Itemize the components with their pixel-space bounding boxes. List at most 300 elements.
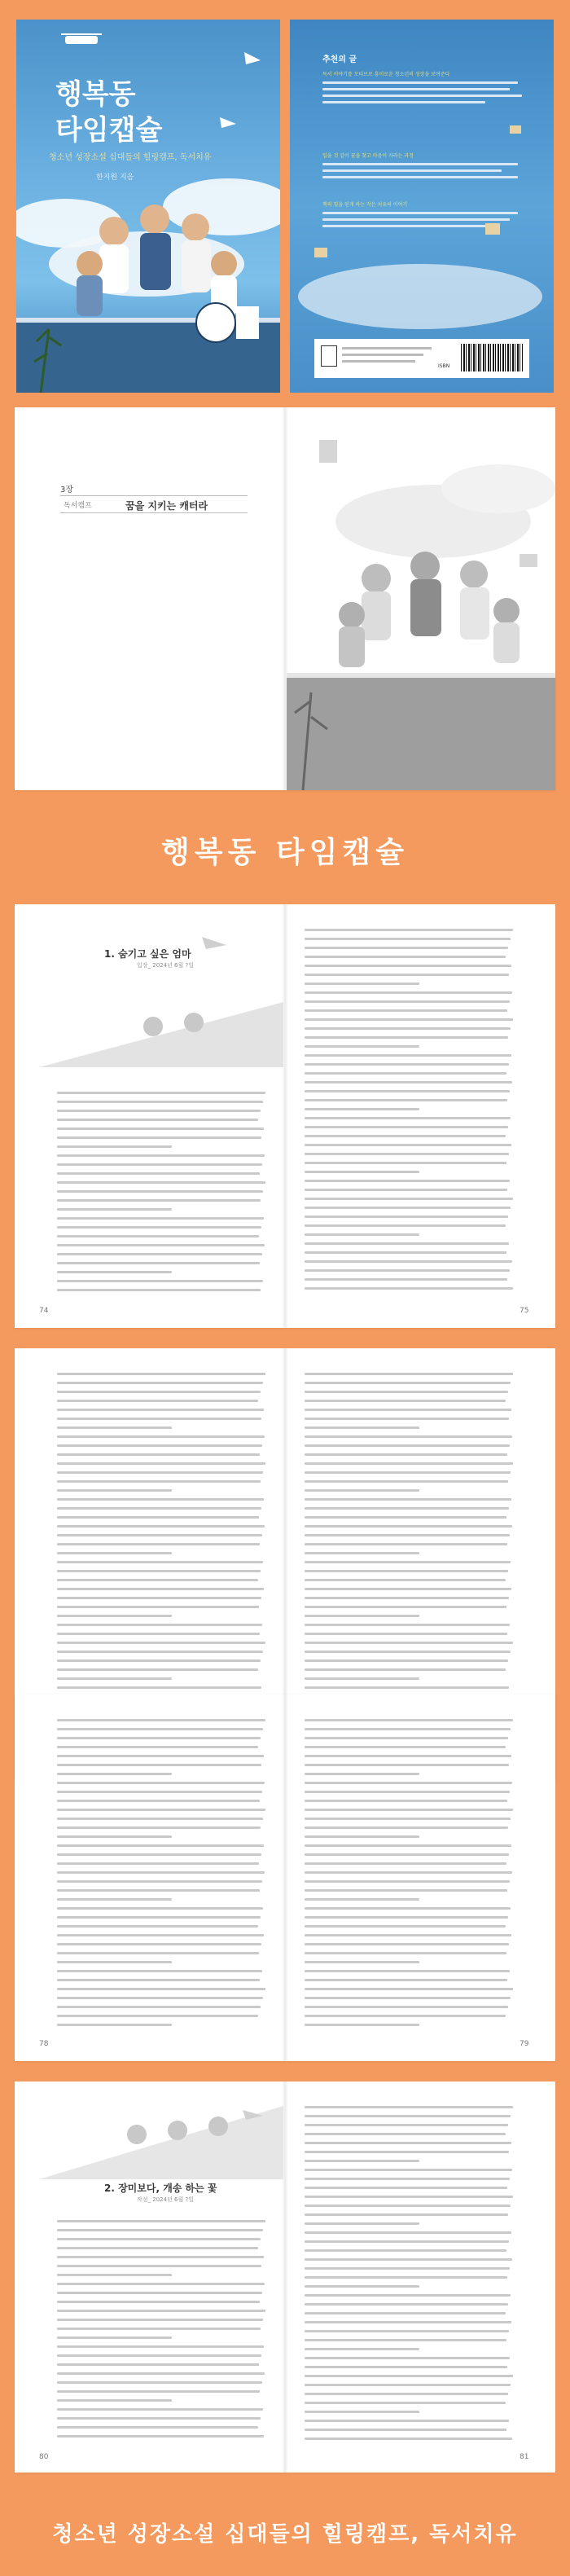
text-line — [57, 1208, 172, 1211]
text-line — [57, 1552, 172, 1554]
text-line — [57, 2310, 265, 2312]
text-line — [305, 2196, 513, 2198]
title-banner — [0, 807, 570, 896]
back-quote-2: 입을 것 같이 꿈을 찾고 마음이 자라는 과정 — [322, 153, 414, 159]
text-line — [305, 1943, 509, 1945]
text-line — [305, 1435, 512, 1438]
text-spread — [15, 1695, 555, 2061]
text-line — [305, 2357, 510, 2359]
front-cover-title — [55, 77, 162, 148]
text-line — [305, 1916, 508, 1919]
text-line — [305, 2321, 511, 2323]
text-line — [57, 1480, 261, 1483]
text-line — [305, 2429, 506, 2431]
front-cover-subtitle: 청소년 성장소설 십대들의 힐링캠프, 독서치유 — [49, 153, 212, 162]
text-line — [57, 1615, 172, 1617]
spread-78-79-section — [0, 1695, 570, 2069]
text-line — [305, 1570, 508, 1572]
text-line — [305, 2222, 419, 2225]
front-title-line1: 행복동 — [55, 78, 136, 111]
text-line — [305, 1737, 508, 1739]
text-line — [305, 1126, 508, 1128]
spread-gutter — [282, 1695, 288, 2061]
text-line — [305, 1561, 511, 1563]
text-line — [305, 1597, 509, 1599]
text-line — [57, 1898, 172, 1901]
text-line — [305, 1835, 419, 1838]
text-line — [305, 1507, 509, 1510]
text-line — [305, 1207, 511, 1209]
text-line — [305, 2303, 508, 2306]
text-line — [305, 1668, 506, 1671]
text-line — [57, 1400, 258, 1402]
text-line — [57, 2399, 172, 2402]
text-line — [57, 1746, 258, 1748]
text-line — [57, 1934, 264, 1936]
text-line — [305, 2160, 419, 2162]
text-line — [305, 1018, 513, 1021]
heading-illustration — [39, 978, 283, 1067]
text-line — [305, 1579, 506, 1581]
text-line — [305, 1027, 511, 1030]
text-line — [57, 1453, 260, 1456]
barcode-text-line — [342, 347, 432, 349]
back-cover-illustration — [290, 20, 554, 393]
text-line — [305, 1844, 511, 1847]
text-line — [305, 1099, 507, 1101]
text-line — [57, 2229, 263, 2231]
barcode — [461, 344, 523, 371]
text-line — [57, 1773, 172, 1775]
text-line — [305, 1970, 510, 1972]
text-line — [57, 1426, 172, 1429]
text-line — [305, 1009, 507, 1012]
text-line — [305, 1072, 506, 1075]
text-line — [305, 1791, 510, 1793]
text-line — [305, 1480, 508, 1483]
text-line — [57, 1719, 265, 1721]
text-line — [305, 1471, 511, 1474]
text-line — [57, 1570, 261, 1572]
text-line — [305, 2267, 510, 2270]
front-title-line2: 타임캡슐 — [55, 114, 163, 147]
chapter-illustration — [287, 407, 555, 790]
text-line — [57, 1418, 261, 1420]
text-line — [305, 1979, 507, 1981]
section-subheading: 작성_ 2024년 6월 ?일 — [137, 2196, 194, 2203]
text-line — [57, 1391, 261, 1393]
text-line — [57, 2006, 261, 2008]
text-line — [57, 1235, 259, 1237]
text-line — [305, 1651, 511, 1653]
text-line — [57, 1382, 263, 1384]
text-line — [305, 1189, 507, 1191]
text-line — [57, 1844, 264, 1847]
text-line — [305, 1624, 510, 1626]
text-line — [57, 2426, 258, 2429]
isbn-label: ISBN — [438, 363, 450, 369]
text-line — [305, 1773, 419, 1775]
page-number-left: 78 — [39, 2040, 49, 2048]
text-line — [57, 2435, 264, 2438]
text-line — [57, 1588, 264, 1590]
text-line — [57, 2345, 264, 2348]
text-line — [57, 1579, 258, 1581]
text-line — [305, 1090, 510, 1092]
text-line — [57, 1659, 261, 1662]
text-line — [57, 2417, 261, 2420]
text-line — [305, 1997, 511, 1999]
text-line — [305, 1826, 508, 1829]
text-line — [305, 1287, 513, 1290]
text-line — [57, 1435, 265, 1438]
text-line — [57, 1764, 261, 1766]
text-line — [305, 2420, 509, 2422]
text-line — [57, 2283, 265, 2285]
text-line — [57, 2328, 261, 2330]
text-line — [57, 1818, 263, 1820]
text-line — [305, 2366, 507, 2368]
text-line — [305, 2142, 511, 2144]
text-line — [57, 1642, 265, 1644]
text-line — [305, 1054, 511, 1057]
text-line — [305, 2402, 506, 2404]
text-line — [305, 1606, 506, 1608]
text-line — [305, 2393, 508, 2395]
text-line — [305, 982, 419, 985]
text-line — [305, 1853, 509, 1856]
text-line — [305, 2151, 509, 2153]
text-line — [305, 2411, 419, 2413]
text-line — [57, 1668, 258, 1671]
text-line — [305, 2375, 513, 2377]
text-line — [305, 1391, 508, 1393]
text-spread — [15, 904, 555, 1328]
text-line — [57, 1373, 265, 1375]
back-quote-1: 독서 이야기를 모티브로 흥미로운 청소년의 성장을 보여준다 — [322, 72, 450, 77]
text-line — [305, 1400, 506, 1402]
kc-mark-icon — [321, 345, 337, 367]
page-number-right: 81 — [520, 2453, 529, 2461]
text-line — [305, 2285, 419, 2288]
text-line — [57, 1462, 265, 1465]
text-line — [305, 1534, 510, 1536]
text-line — [305, 1543, 507, 1545]
text-line — [57, 1791, 262, 1793]
text-line — [305, 1063, 509, 1066]
text-line — [305, 1516, 506, 1519]
text-line — [57, 1444, 262, 1447]
text-line — [305, 1489, 419, 1492]
barcode-text-line — [342, 354, 423, 356]
text-line — [305, 2258, 512, 2261]
text-line — [305, 2024, 419, 2026]
text-line — [305, 2205, 511, 2207]
text-line — [305, 1525, 512, 1528]
text-line — [57, 2220, 265, 2222]
text-line — [305, 1117, 511, 1119]
spread-74-75-section — [0, 904, 570, 1336]
text-line — [57, 1172, 260, 1175]
text-line — [57, 1782, 265, 1784]
text-line — [305, 1233, 419, 1236]
text-line — [305, 1418, 509, 1420]
text-line — [305, 1862, 506, 1865]
text-line — [305, 1934, 511, 1936]
text-line — [305, 1444, 510, 1447]
front-cover — [16, 20, 280, 393]
page-number-left: 80 — [39, 2453, 49, 2461]
text-line — [305, 1925, 506, 1928]
text-line — [305, 1144, 511, 1146]
text-line — [305, 1278, 507, 1281]
text-line — [305, 1373, 513, 1375]
back-cover — [290, 20, 554, 393]
chapter-spread — [15, 407, 555, 790]
text-line — [305, 1898, 419, 1901]
text-line — [305, 2339, 506, 2341]
text-line — [305, 1108, 419, 1110]
text-line — [57, 1979, 260, 1981]
text-line — [57, 2015, 258, 2017]
text-line — [57, 1163, 262, 1166]
text-line — [57, 1507, 261, 1510]
text-line — [305, 956, 506, 958]
text-line — [57, 2363, 259, 2366]
text-line — [305, 947, 508, 949]
text-line — [57, 1534, 262, 1536]
text-line — [57, 2381, 262, 2384]
page-number-right: 75 — [520, 1307, 529, 1315]
text-line — [305, 1453, 507, 1456]
text-line — [57, 2247, 258, 2249]
text-line — [57, 1253, 262, 1255]
text-line — [57, 1561, 263, 1563]
text-line — [57, 1961, 172, 1963]
text-line — [305, 1198, 513, 1200]
text-line — [305, 1686, 509, 1689]
text-line — [305, 2240, 509, 2243]
text-line — [57, 1755, 264, 1757]
footer-tagline: 청소년 성장소설 십대들의 힐링캠프, 독서치유 — [52, 2522, 518, 2547]
text-line — [57, 1271, 172, 1273]
text-line — [305, 1462, 513, 1465]
text-line — [57, 1988, 265, 1990]
text-line — [305, 2312, 506, 2314]
text-line — [57, 1907, 263, 1910]
text-line — [305, 2178, 510, 2180]
text-line — [57, 2390, 260, 2393]
text-line — [57, 2238, 261, 2240]
text-line — [305, 1615, 419, 1617]
text-line — [305, 2015, 506, 2017]
text-line — [305, 1153, 509, 1155]
text-line — [57, 1128, 264, 1130]
section-heading: 1. 숨기고 싶은 엄마 — [104, 948, 191, 960]
text-line — [57, 1871, 265, 1874]
text-line — [305, 1818, 511, 1820]
text-line — [305, 1719, 513, 1721]
front-cover-author: 한지원 지음 — [96, 174, 134, 182]
text-line — [305, 1224, 506, 1227]
text-line — [57, 1489, 172, 1492]
text-line — [305, 965, 511, 967]
text-line — [57, 1280, 263, 1282]
text-line — [305, 2124, 508, 2126]
text-line — [305, 1260, 512, 1263]
text-line — [305, 2006, 508, 2008]
text-line — [305, 1036, 508, 1039]
text-line — [305, 1764, 509, 1766]
text-line — [57, 1145, 172, 1148]
text-line — [57, 2336, 172, 2339]
text-line — [305, 1907, 511, 1910]
text-spread — [15, 2081, 555, 2473]
text-line — [305, 2187, 507, 2189]
text-line — [305, 1588, 511, 1590]
chapter-title: 꿈을 지키는 캐터라 — [125, 500, 208, 512]
text-line — [305, 2106, 513, 2108]
text-line — [305, 2213, 508, 2216]
text-line — [57, 1686, 261, 1689]
text-line — [57, 1633, 260, 1635]
page-number-left: 74 — [39, 1307, 49, 1315]
text-line — [57, 1498, 264, 1501]
text-line — [57, 2319, 263, 2321]
text-line — [57, 1943, 261, 1945]
spread-80-81-section — [0, 2081, 570, 2481]
book-cover-section — [0, 0, 570, 407]
section-title: 행복동 타임캡슐 — [161, 836, 409, 869]
section-subheading: 입장_ 2024년 6월 ?일 — [137, 962, 194, 969]
text-line — [305, 1242, 509, 1245]
text-line — [57, 1409, 264, 1411]
text-line — [57, 1525, 265, 1528]
text-line — [305, 2169, 512, 2171]
text-line — [305, 991, 512, 994]
text-line — [57, 1181, 265, 1184]
text-line — [57, 1853, 261, 1856]
barcode-text-line — [342, 360, 415, 363]
text-line — [57, 1970, 262, 1972]
text-line — [305, 1782, 512, 1784]
text-line — [305, 2115, 511, 2117]
text-line — [305, 1633, 507, 1635]
text-line — [305, 1728, 511, 1730]
text-line — [57, 1624, 262, 1626]
text-line — [305, 1135, 506, 1137]
text-line — [57, 1217, 264, 1220]
heading-illustration — [39, 2090, 283, 2179]
text-line — [57, 1889, 260, 1892]
text-line — [305, 1746, 506, 1748]
text-line — [305, 1677, 419, 1680]
text-line — [57, 1543, 260, 1545]
chapter-spread-section — [0, 407, 570, 807]
text-line — [305, 1642, 513, 1644]
text-line — [57, 1101, 263, 1103]
text-line — [57, 1997, 263, 1999]
text-line — [305, 2438, 512, 2440]
text-line — [305, 1162, 506, 1164]
text-line — [305, 974, 509, 976]
text-line — [305, 1498, 511, 1501]
front-cover-illustration — [16, 20, 280, 393]
text-line — [305, 1755, 511, 1757]
text-line — [57, 1737, 261, 1739]
page-number-right: 79 — [520, 2040, 529, 2048]
text-line — [57, 2274, 172, 2276]
text-line — [57, 1110, 261, 1112]
text-line — [57, 1136, 261, 1139]
text-line — [305, 1800, 507, 1802]
text-line — [305, 1171, 419, 1173]
text-line — [57, 2292, 262, 2294]
text-line — [57, 1925, 258, 1928]
text-line — [305, 1000, 510, 1003]
text-line — [305, 1889, 507, 1892]
text-line — [57, 1226, 261, 1229]
text-line — [305, 2231, 511, 2234]
text-line — [57, 2408, 263, 2411]
text-line — [305, 2384, 511, 2386]
text-line — [57, 1809, 265, 1811]
text-line — [57, 1800, 260, 1802]
text-line — [305, 1552, 419, 1554]
text-line — [305, 1081, 512, 1084]
text-line — [305, 1871, 512, 1874]
text-line — [57, 1916, 261, 1919]
footer-tagline-section — [0, 2493, 570, 2576]
text-line — [305, 1382, 511, 1384]
text-line — [305, 2330, 509, 2332]
text-line — [305, 1251, 506, 1254]
text-line — [305, 929, 513, 931]
chapter-tag: 독서캠프 — [64, 502, 92, 510]
text-line — [305, 1269, 510, 1272]
text-line — [57, 1190, 263, 1193]
text-line — [57, 1862, 259, 1865]
text-line — [57, 1199, 261, 1202]
text-line — [305, 1988, 513, 1990]
text-line — [305, 2133, 506, 2135]
text-line — [57, 1289, 261, 1291]
text-line — [57, 1262, 260, 1264]
text-line — [57, 1880, 262, 1883]
text-line — [57, 1651, 263, 1653]
back-quote-3: 책의 힘을 믿게 하는 작은 치유의 이야기 — [322, 202, 408, 208]
chapter-number: 3장 — [60, 486, 74, 495]
text-line — [305, 2276, 507, 2279]
text-line — [57, 1244, 265, 1246]
text-line — [305, 1659, 508, 1662]
text-line — [57, 1826, 261, 1829]
chapter-tag-box — [60, 495, 248, 513]
text-line — [305, 2249, 506, 2252]
text-line — [57, 1154, 265, 1157]
section-heading: 2. 장미보다, 개송 하는 꽃 — [104, 2183, 217, 2194]
text-line — [57, 2256, 264, 2258]
text-line — [57, 2301, 260, 2303]
text-line — [57, 1606, 259, 1608]
text-line — [57, 1597, 261, 1599]
text-line — [57, 1677, 172, 1680]
text-line — [305, 1215, 508, 1218]
text-line — [57, 1728, 263, 1730]
text-line — [57, 1835, 172, 1838]
text-line — [57, 1516, 259, 1519]
text-line — [305, 1809, 513, 1811]
